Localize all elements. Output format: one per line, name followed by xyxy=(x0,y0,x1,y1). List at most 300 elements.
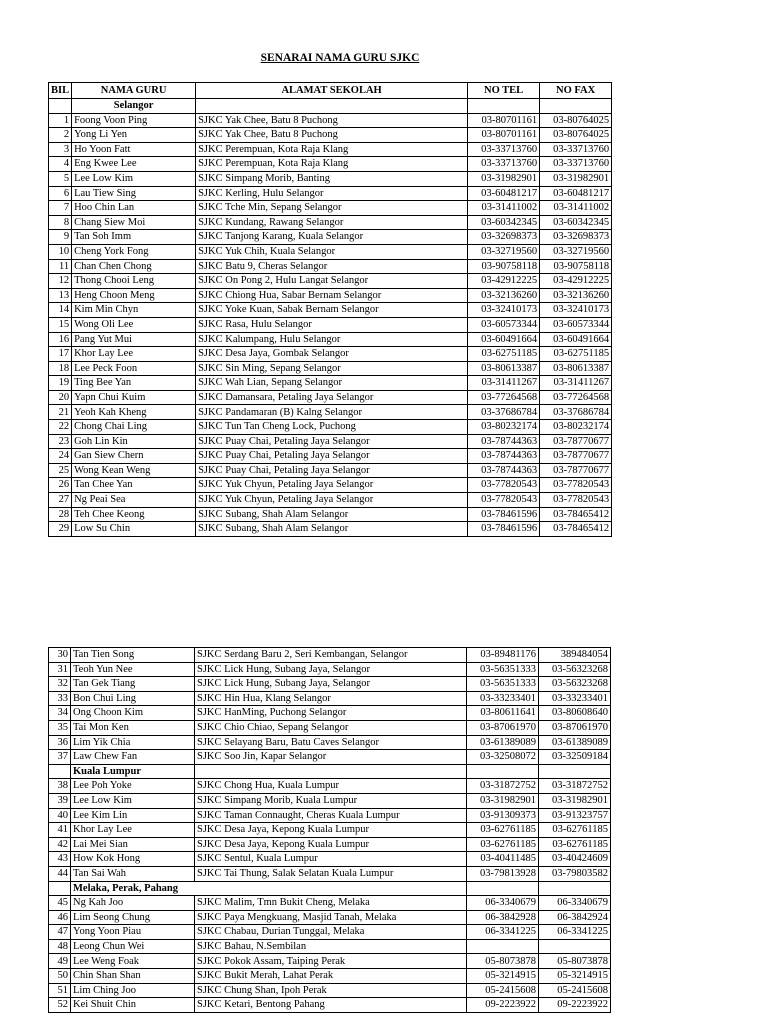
row-nama-guru: Tan Tien Song xyxy=(71,648,195,663)
row-no-tel: 03-62761185 xyxy=(467,837,539,852)
table-row xyxy=(49,259,612,274)
row-nama-guru: Lim Yik Chia xyxy=(71,735,195,750)
teacher-table-1 xyxy=(48,82,612,537)
row-no-fax: 03-32719560 xyxy=(540,244,612,259)
row-nama-guru: Chong Chai Ling xyxy=(72,420,196,435)
row-alamat-sekolah: SJKC Perempuan, Kota Raja Klang xyxy=(196,142,468,157)
row-alamat-sekolah: SJKC Taman Connaught, Cheras Kuala Lumpur xyxy=(195,808,467,823)
row-no-fax: 03-40424609 xyxy=(539,852,611,867)
section-row-selangor xyxy=(49,99,612,114)
row-bil: 49 xyxy=(49,954,71,969)
row-no-fax: 03-62761185 xyxy=(539,823,611,838)
row-bil: 48 xyxy=(49,939,71,954)
table-row xyxy=(49,720,611,735)
row-no-tel: 03-56351333 xyxy=(467,677,539,692)
table-row xyxy=(49,910,611,925)
row-no-tel: 03-60491664 xyxy=(468,332,540,347)
table-row xyxy=(49,390,612,405)
table-row xyxy=(49,317,612,332)
row-alamat-sekolah: SJKC Simpang Morib, Kuala Lumpur xyxy=(195,793,467,808)
row-alamat-sekolah: SJKC Yuk Chyun, Petaling Jaya Selangor xyxy=(196,493,468,508)
table-row xyxy=(49,969,611,984)
table-row xyxy=(49,478,612,493)
row-no-fax: 03-60342345 xyxy=(540,215,612,230)
row-nama-guru: Law Chew Fan xyxy=(71,750,195,765)
row-alamat-sekolah: SJKC Kundang, Rawang Selangor xyxy=(196,215,468,230)
row-alamat-sekolah: SJKC Sentul, Kuala Lumpur xyxy=(195,852,467,867)
header-no-fax: NO FAX xyxy=(540,83,612,99)
row-no-fax: 03-56323268 xyxy=(539,662,611,677)
row-alamat-sekolah: SJKC Desa Jaya, Gombak Selangor xyxy=(196,347,468,362)
row-nama-guru: Ng Peai Sea xyxy=(72,493,196,508)
row-alamat-sekolah: SJKC Yuk Chyun, Petaling Jaya Selangor xyxy=(196,478,468,493)
row-nama-guru: Lim Ching Joo xyxy=(71,983,195,998)
row-no-fax: 03-77820543 xyxy=(540,493,612,508)
row-nama-guru: Wong Kean Weng xyxy=(72,463,196,478)
row-nama-guru: Leong Chun Wei xyxy=(71,939,195,954)
row-no-tel: 03-32719560 xyxy=(468,244,540,259)
row-bil: 40 xyxy=(49,808,71,823)
row-no-tel: 03-32508072 xyxy=(467,750,539,765)
row-nama-guru: Goh Lin Kin xyxy=(72,434,196,449)
table-row xyxy=(49,142,612,157)
row-no-fax: 06-3341225 xyxy=(539,925,611,940)
row-no-tel: 03-32698373 xyxy=(468,230,540,245)
row-alamat-sekolah: SJKC Ketari, Bentong Pahang xyxy=(195,998,467,1013)
row-nama-guru: Yong Yoon Piau xyxy=(71,925,195,940)
header-nama-guru: NAMA GURU xyxy=(72,83,196,99)
row-nama-guru: Heng Choon Meng xyxy=(72,288,196,303)
row-no-fax: 03-80764025 xyxy=(540,113,612,128)
section-row-kuala-lumpur xyxy=(49,764,611,779)
row-nama-guru: Lim Seong Chung xyxy=(71,910,195,925)
row-alamat-sekolah: SJKC Damansara, Petaling Jaya Selangor xyxy=(196,390,468,405)
row-bil: 37 xyxy=(49,750,71,765)
row-nama-guru: Hoo Chin Lan xyxy=(72,201,196,216)
row-bil: 25 xyxy=(49,463,72,478)
table-row xyxy=(49,691,611,706)
row-nama-guru: Tan Sai Wah xyxy=(71,866,195,881)
row-no-fax: 03-80764025 xyxy=(540,128,612,143)
row-alamat-sekolah: SJKC Lick Hung, Subang Jaya, Selangor xyxy=(195,677,467,692)
table-row xyxy=(49,983,611,998)
row-nama-guru: Teoh Yun Nee xyxy=(71,662,195,677)
table-row xyxy=(49,837,611,852)
table-row xyxy=(49,735,611,750)
row-bil: 32 xyxy=(49,677,71,692)
row-no-fax: 03-62751185 xyxy=(540,347,612,362)
row-bil: 12 xyxy=(49,274,72,289)
row-alamat-sekolah: SJKC Soo Jin, Kapar Selangor xyxy=(195,750,467,765)
teacher-table-2 xyxy=(48,647,611,1013)
row-no-tel: 03-78744363 xyxy=(468,434,540,449)
row-no-tel: 03-33713760 xyxy=(468,142,540,157)
row-no-fax: 03-31982901 xyxy=(539,793,611,808)
row-bil: 8 xyxy=(49,215,72,230)
row-bil: 21 xyxy=(49,405,72,420)
row-bil: 43 xyxy=(49,852,71,867)
row-no-fax: 06-3842924 xyxy=(539,910,611,925)
row-alamat-sekolah: SJKC Bahau, N.Sembilan xyxy=(195,939,467,954)
row-no-tel: 06-3341225 xyxy=(467,925,539,940)
row-no-tel: 03-80232174 xyxy=(468,420,540,435)
row-no-fax: 389484054 xyxy=(539,648,611,663)
row-no-tel: 03-37686784 xyxy=(468,405,540,420)
row-no-tel: 03-33713760 xyxy=(468,157,540,172)
document-title: SENARAI NAMA GURU SJKC xyxy=(260,52,420,64)
row-nama-guru: Pang Yut Mui xyxy=(72,332,196,347)
row-alamat-sekolah: SJKC Yak Chee, Batu 8 Puchong xyxy=(196,113,468,128)
row-no-tel: 03-80611641 xyxy=(467,706,539,721)
table-row xyxy=(49,522,612,537)
row-no-tel: 03-80701161 xyxy=(468,113,540,128)
row-nama-guru: Yong Li Yen xyxy=(72,128,196,143)
table-row xyxy=(49,274,612,289)
row-alamat-sekolah: SJKC Chio Chiao, Sepang Selangor xyxy=(195,720,467,735)
row-alamat-sekolah: SJKC Lick Hung, Subang Jaya, Selangor xyxy=(195,662,467,677)
row-no-fax: 03-33233401 xyxy=(539,691,611,706)
row-no-fax: 03-31411267 xyxy=(540,376,612,391)
row-alamat-sekolah: SJKC Pandamaran (B) Kalng Selangor xyxy=(196,405,468,420)
row-bil: 50 xyxy=(49,969,71,984)
row-bil: 3 xyxy=(49,142,72,157)
row-no-fax: 03-78465412 xyxy=(540,522,612,537)
row-no-fax: 03-31982901 xyxy=(540,171,612,186)
table-row xyxy=(49,449,612,464)
row-nama-guru: Gan Siew Chern xyxy=(72,449,196,464)
row-alamat-sekolah: SJKC Puay Chai, Petaling Jaya Selangor xyxy=(196,449,468,464)
row-bil: 26 xyxy=(49,478,72,493)
row-no-tel: 03-77264568 xyxy=(468,390,540,405)
table-row xyxy=(49,662,611,677)
row-no-tel: 03-31411002 xyxy=(468,201,540,216)
section-label-melaka-perak-pahang: Melaka, Perak, Pahang xyxy=(71,881,467,896)
table-row xyxy=(49,230,612,245)
row-bil: 36 xyxy=(49,735,71,750)
row-bil: 22 xyxy=(49,420,72,435)
row-no-tel: 03-31872752 xyxy=(467,779,539,794)
row-alamat-sekolah: SJKC Tche Min, Sepang Selangor xyxy=(196,201,468,216)
row-alamat-sekolah: SJKC On Pong 2, Hulu Langat Selangor xyxy=(196,274,468,289)
row-alamat-sekolah: SJKC Simpang Morib, Banting xyxy=(196,171,468,186)
row-nama-guru: Ng Kah Joo xyxy=(71,896,195,911)
section-label-selangor: Selangor xyxy=(72,99,196,114)
row-no-fax: 03-78770677 xyxy=(540,449,612,464)
row-no-tel: 03-60342345 xyxy=(468,215,540,230)
row-no-fax: 05-2415608 xyxy=(539,983,611,998)
row-bil: 28 xyxy=(49,507,72,522)
row-alamat-sekolah: SJKC Paya Mengkuang, Masjid Tanah, Melaka xyxy=(195,910,467,925)
row-no-tel: 03-40411485 xyxy=(467,852,539,867)
row-no-tel: 03-31982901 xyxy=(467,793,539,808)
row-bil: 15 xyxy=(49,317,72,332)
table-row xyxy=(49,303,612,318)
row-alamat-sekolah: SJKC Batu 9, Cheras Selangor xyxy=(196,259,468,274)
table-row xyxy=(49,128,612,143)
row-alamat-sekolah: SJKC Tai Thung, Salak Selatan Kuala Lumpur xyxy=(195,866,467,881)
table-row xyxy=(49,823,611,838)
row-no-fax: 03-61389089 xyxy=(539,735,611,750)
table-row xyxy=(49,288,612,303)
table-row xyxy=(49,852,611,867)
row-no-fax: 05-3214915 xyxy=(539,969,611,984)
row-nama-guru: Ong Choon Kim xyxy=(71,706,195,721)
row-no-tel: 03-77820543 xyxy=(468,478,540,493)
row-bil: 23 xyxy=(49,434,72,449)
row-bil: 33 xyxy=(49,691,71,706)
row-nama-guru: Lee Poh Yoke xyxy=(71,779,195,794)
row-no-fax: 03-77820543 xyxy=(540,478,612,493)
row-no-fax: 03-32136260 xyxy=(540,288,612,303)
row-no-fax: 03-80232174 xyxy=(540,420,612,435)
row-alamat-sekolah: SJKC Yoke Kuan, Sabak Bernam Selangor xyxy=(196,303,468,318)
row-no-fax: 03-33713760 xyxy=(540,157,612,172)
row-no-fax: 03-32698373 xyxy=(540,230,612,245)
table-row xyxy=(49,998,611,1013)
table-row xyxy=(49,113,612,128)
row-alamat-sekolah: SJKC Perempuan, Kota Raja Klang xyxy=(196,157,468,172)
row-bil: 24 xyxy=(49,449,72,464)
row-bil: 11 xyxy=(49,259,72,274)
row-bil: 2 xyxy=(49,128,72,143)
row-nama-guru: Kei Shuit Chin xyxy=(71,998,195,1013)
table-row xyxy=(49,706,611,721)
row-no-tel: 09-2223922 xyxy=(467,998,539,1013)
row-nama-guru: Chang Siew Moi xyxy=(72,215,196,230)
row-nama-guru: Khor Lay Lee xyxy=(72,347,196,362)
row-nama-guru: Chin Shan Shan xyxy=(71,969,195,984)
row-alamat-sekolah: SJKC Chung Shan, Ipoh Perak xyxy=(195,983,467,998)
row-alamat-sekolah: SJKC Chabau, Durian Tunggal, Melaka xyxy=(195,925,467,940)
table-row xyxy=(49,201,612,216)
row-bil: 17 xyxy=(49,347,72,362)
row-no-fax: 03-56323268 xyxy=(539,677,611,692)
row-nama-guru: Yeoh Kah Kheng xyxy=(72,405,196,420)
row-no-fax: 03-31411002 xyxy=(540,201,612,216)
row-nama-guru: Kim Min Chyn xyxy=(72,303,196,318)
row-no-fax: 03-32509184 xyxy=(539,750,611,765)
table-row xyxy=(49,420,612,435)
row-no-fax: 03-78465412 xyxy=(540,507,612,522)
row-bil: 16 xyxy=(49,332,72,347)
table-row xyxy=(49,677,611,692)
row-no-tel: 03-91309373 xyxy=(467,808,539,823)
table-row xyxy=(49,866,611,881)
row-no-fax: 03-62761185 xyxy=(539,837,611,852)
row-no-tel: 03-89481176 xyxy=(467,648,539,663)
row-bil: 1 xyxy=(49,113,72,128)
row-nama-guru: Khor Lay Lee xyxy=(71,823,195,838)
row-no-fax: 03-90758118 xyxy=(540,259,612,274)
row-alamat-sekolah: SJKC Chiong Hua, Sabar Bernam Selangor xyxy=(196,288,468,303)
row-bil: 4 xyxy=(49,157,72,172)
table-row xyxy=(49,507,612,522)
row-nama-guru: Low Su Chin xyxy=(72,522,196,537)
table-row xyxy=(49,376,612,391)
row-alamat-sekolah: SJKC Wah Lian, Sepang Selangor xyxy=(196,376,468,391)
row-no-tel: 03-90758118 xyxy=(468,259,540,274)
row-no-tel: 03-78744363 xyxy=(468,463,540,478)
row-bil: 39 xyxy=(49,793,71,808)
row-bil: 34 xyxy=(49,706,71,721)
row-no-tel: 03-62751185 xyxy=(468,347,540,362)
row-alamat-sekolah: SJKC Kalumpang, Hulu Selangor xyxy=(196,332,468,347)
row-bil: 38 xyxy=(49,779,71,794)
row-bil: 13 xyxy=(49,288,72,303)
table-row xyxy=(49,750,611,765)
row-alamat-sekolah: SJKC Rasa, Hulu Selangor xyxy=(196,317,468,332)
row-nama-guru: Lau Tiew Sing xyxy=(72,186,196,201)
row-nama-guru: Chan Chen Chong xyxy=(72,259,196,274)
table-row xyxy=(49,332,612,347)
row-bil: 45 xyxy=(49,896,71,911)
table-row xyxy=(49,157,612,172)
row-no-tel: 03-31411267 xyxy=(468,376,540,391)
row-alamat-sekolah: SJKC Puay Chai, Petaling Jaya Selangor xyxy=(196,434,468,449)
row-no-fax: 03-60491664 xyxy=(540,332,612,347)
row-alamat-sekolah: SJKC Yuk Chih, Kuala Selangor xyxy=(196,244,468,259)
table-row xyxy=(49,648,611,663)
row-nama-guru: Lee Weng Foak xyxy=(71,954,195,969)
section-row-melaka-perak-pahang xyxy=(49,881,611,896)
row-bil: 41 xyxy=(49,823,71,838)
row-bil: 46 xyxy=(49,910,71,925)
row-nama-guru: How Kok Hong xyxy=(71,852,195,867)
table-header-row xyxy=(49,83,612,99)
table-row xyxy=(49,954,611,969)
row-no-fax: 05-8073878 xyxy=(539,954,611,969)
table-row xyxy=(49,405,612,420)
row-nama-guru: Tan Soh Imm xyxy=(72,230,196,245)
row-no-tel: 03-80701161 xyxy=(468,128,540,143)
row-alamat-sekolah: SJKC Hin Hua, Klang Selangor xyxy=(195,691,467,706)
table-row xyxy=(49,896,611,911)
row-no-tel: 06-3842928 xyxy=(467,910,539,925)
row-no-fax: 03-78770677 xyxy=(540,463,612,478)
header-no-tel: NO TEL xyxy=(468,83,540,99)
row-no-fax: 03-79803582 xyxy=(539,866,611,881)
table-row xyxy=(49,793,611,808)
row-bil: 20 xyxy=(49,390,72,405)
row-no-tel: 03-61389089 xyxy=(467,735,539,750)
table-row xyxy=(49,779,611,794)
row-no-tel: 03-79813928 xyxy=(467,866,539,881)
row-no-fax: 03-80613387 xyxy=(540,361,612,376)
header-bil: BIL xyxy=(49,83,72,99)
row-nama-guru: Lai Mei Sian xyxy=(71,837,195,852)
row-no-fax xyxy=(539,939,611,954)
row-nama-guru: Tan Chee Yan xyxy=(72,478,196,493)
row-no-tel: 03-78744363 xyxy=(468,449,540,464)
row-alamat-sekolah: SJKC Puay Chai, Petaling Jaya Selangor xyxy=(196,463,468,478)
row-no-tel: 03-60573344 xyxy=(468,317,540,332)
row-alamat-sekolah: SJKC Bukit Merah, Lahat Perak xyxy=(195,969,467,984)
row-bil: 52 xyxy=(49,998,71,1013)
row-no-tel: 03-60481217 xyxy=(468,186,540,201)
row-no-fax: 03-60573344 xyxy=(540,317,612,332)
row-bil: 6 xyxy=(49,186,72,201)
row-nama-guru: Tan Gek Tiang xyxy=(71,677,195,692)
row-alamat-sekolah: SJKC Malim, Tmn Bukit Cheng, Melaka xyxy=(195,896,467,911)
table-row xyxy=(49,463,612,478)
row-bil: 29 xyxy=(49,522,72,537)
row-no-fax: 03-42912225 xyxy=(540,274,612,289)
row-nama-guru: Wong Oli Lee xyxy=(72,317,196,332)
row-no-fax: 03-32410173 xyxy=(540,303,612,318)
row-no-fax: 03-37686784 xyxy=(540,405,612,420)
row-alamat-sekolah: SJKC Subang, Shah Alam Selangor xyxy=(196,522,468,537)
row-no-tel: 03-31982901 xyxy=(468,171,540,186)
table-row xyxy=(49,215,612,230)
row-nama-guru: Ho Yoon Fatt xyxy=(72,142,196,157)
row-no-tel: 03-87061970 xyxy=(467,720,539,735)
row-no-fax: 03-91323757 xyxy=(539,808,611,823)
row-nama-guru: Tai Mon Ken xyxy=(71,720,195,735)
row-alamat-sekolah: SJKC HanMing, Puchong Selangor xyxy=(195,706,467,721)
row-no-tel: 03-33233401 xyxy=(467,691,539,706)
table-row xyxy=(49,347,612,362)
row-no-fax: 03-78770677 xyxy=(540,434,612,449)
table-row xyxy=(49,808,611,823)
row-no-fax: 03-77264568 xyxy=(540,390,612,405)
row-no-fax: 03-31872752 xyxy=(539,779,611,794)
section-label-kuala-lumpur: Kuala Lumpur xyxy=(71,764,195,779)
row-nama-guru: Lee Peck Foon xyxy=(72,361,196,376)
header-alamat-sekolah: ALAMAT SEKOLAH xyxy=(196,83,468,99)
row-bil: 18 xyxy=(49,361,72,376)
row-nama-guru: Ting Bee Yan xyxy=(72,376,196,391)
row-alamat-sekolah: SJKC Desa Jaya, Kepong Kuala Lumpur xyxy=(195,823,467,838)
row-nama-guru: Thong Chooi Leng xyxy=(72,274,196,289)
row-bil: 35 xyxy=(49,720,71,735)
row-bil: 19 xyxy=(49,376,72,391)
row-no-tel: 06-3340679 xyxy=(467,896,539,911)
row-bil: 9 xyxy=(49,230,72,245)
row-no-tel: 03-80613387 xyxy=(468,361,540,376)
row-no-tel: 03-56351333 xyxy=(467,662,539,677)
row-bil: 47 xyxy=(49,925,71,940)
row-no-tel: 03-32410173 xyxy=(468,303,540,318)
row-alamat-sekolah: SJKC Selayang Baru, Batu Caves Selangor xyxy=(195,735,467,750)
row-no-tel: 03-32136260 xyxy=(468,288,540,303)
row-no-tel xyxy=(467,939,539,954)
table-row xyxy=(49,171,612,186)
table-row xyxy=(49,186,612,201)
row-alamat-sekolah: SJKC Desa Jaya, Kepong Kuala Lumpur xyxy=(195,837,467,852)
row-bil: 31 xyxy=(49,662,71,677)
row-no-tel: 03-78461596 xyxy=(468,507,540,522)
row-alamat-sekolah: SJKC Tanjong Karang, Kuala Selangor xyxy=(196,230,468,245)
table-row xyxy=(49,434,612,449)
row-bil: 14 xyxy=(49,303,72,318)
row-no-fax: 06-3340679 xyxy=(539,896,611,911)
row-alamat-sekolah: SJKC Serdang Baru 2, Seri Kembangan, Selangor xyxy=(195,648,467,663)
row-no-tel: 03-42912225 xyxy=(468,274,540,289)
row-nama-guru: Lee Low Kim xyxy=(72,171,196,186)
row-nama-guru: Teh Chee Keong xyxy=(72,507,196,522)
table-row xyxy=(49,925,611,940)
row-bil: 27 xyxy=(49,493,72,508)
row-bil: 5 xyxy=(49,171,72,186)
row-bil: 51 xyxy=(49,983,71,998)
row-bil: 42 xyxy=(49,837,71,852)
row-alamat-sekolah: SJKC Subang, Shah Alam Selangor xyxy=(196,507,468,522)
table-row xyxy=(49,244,612,259)
row-no-tel: 05-3214915 xyxy=(467,969,539,984)
row-no-fax: 09-2223922 xyxy=(539,998,611,1013)
row-nama-guru: Lee Low Kim xyxy=(71,793,195,808)
row-alamat-sekolah: SJKC Kerling, Hulu Selangor xyxy=(196,186,468,201)
